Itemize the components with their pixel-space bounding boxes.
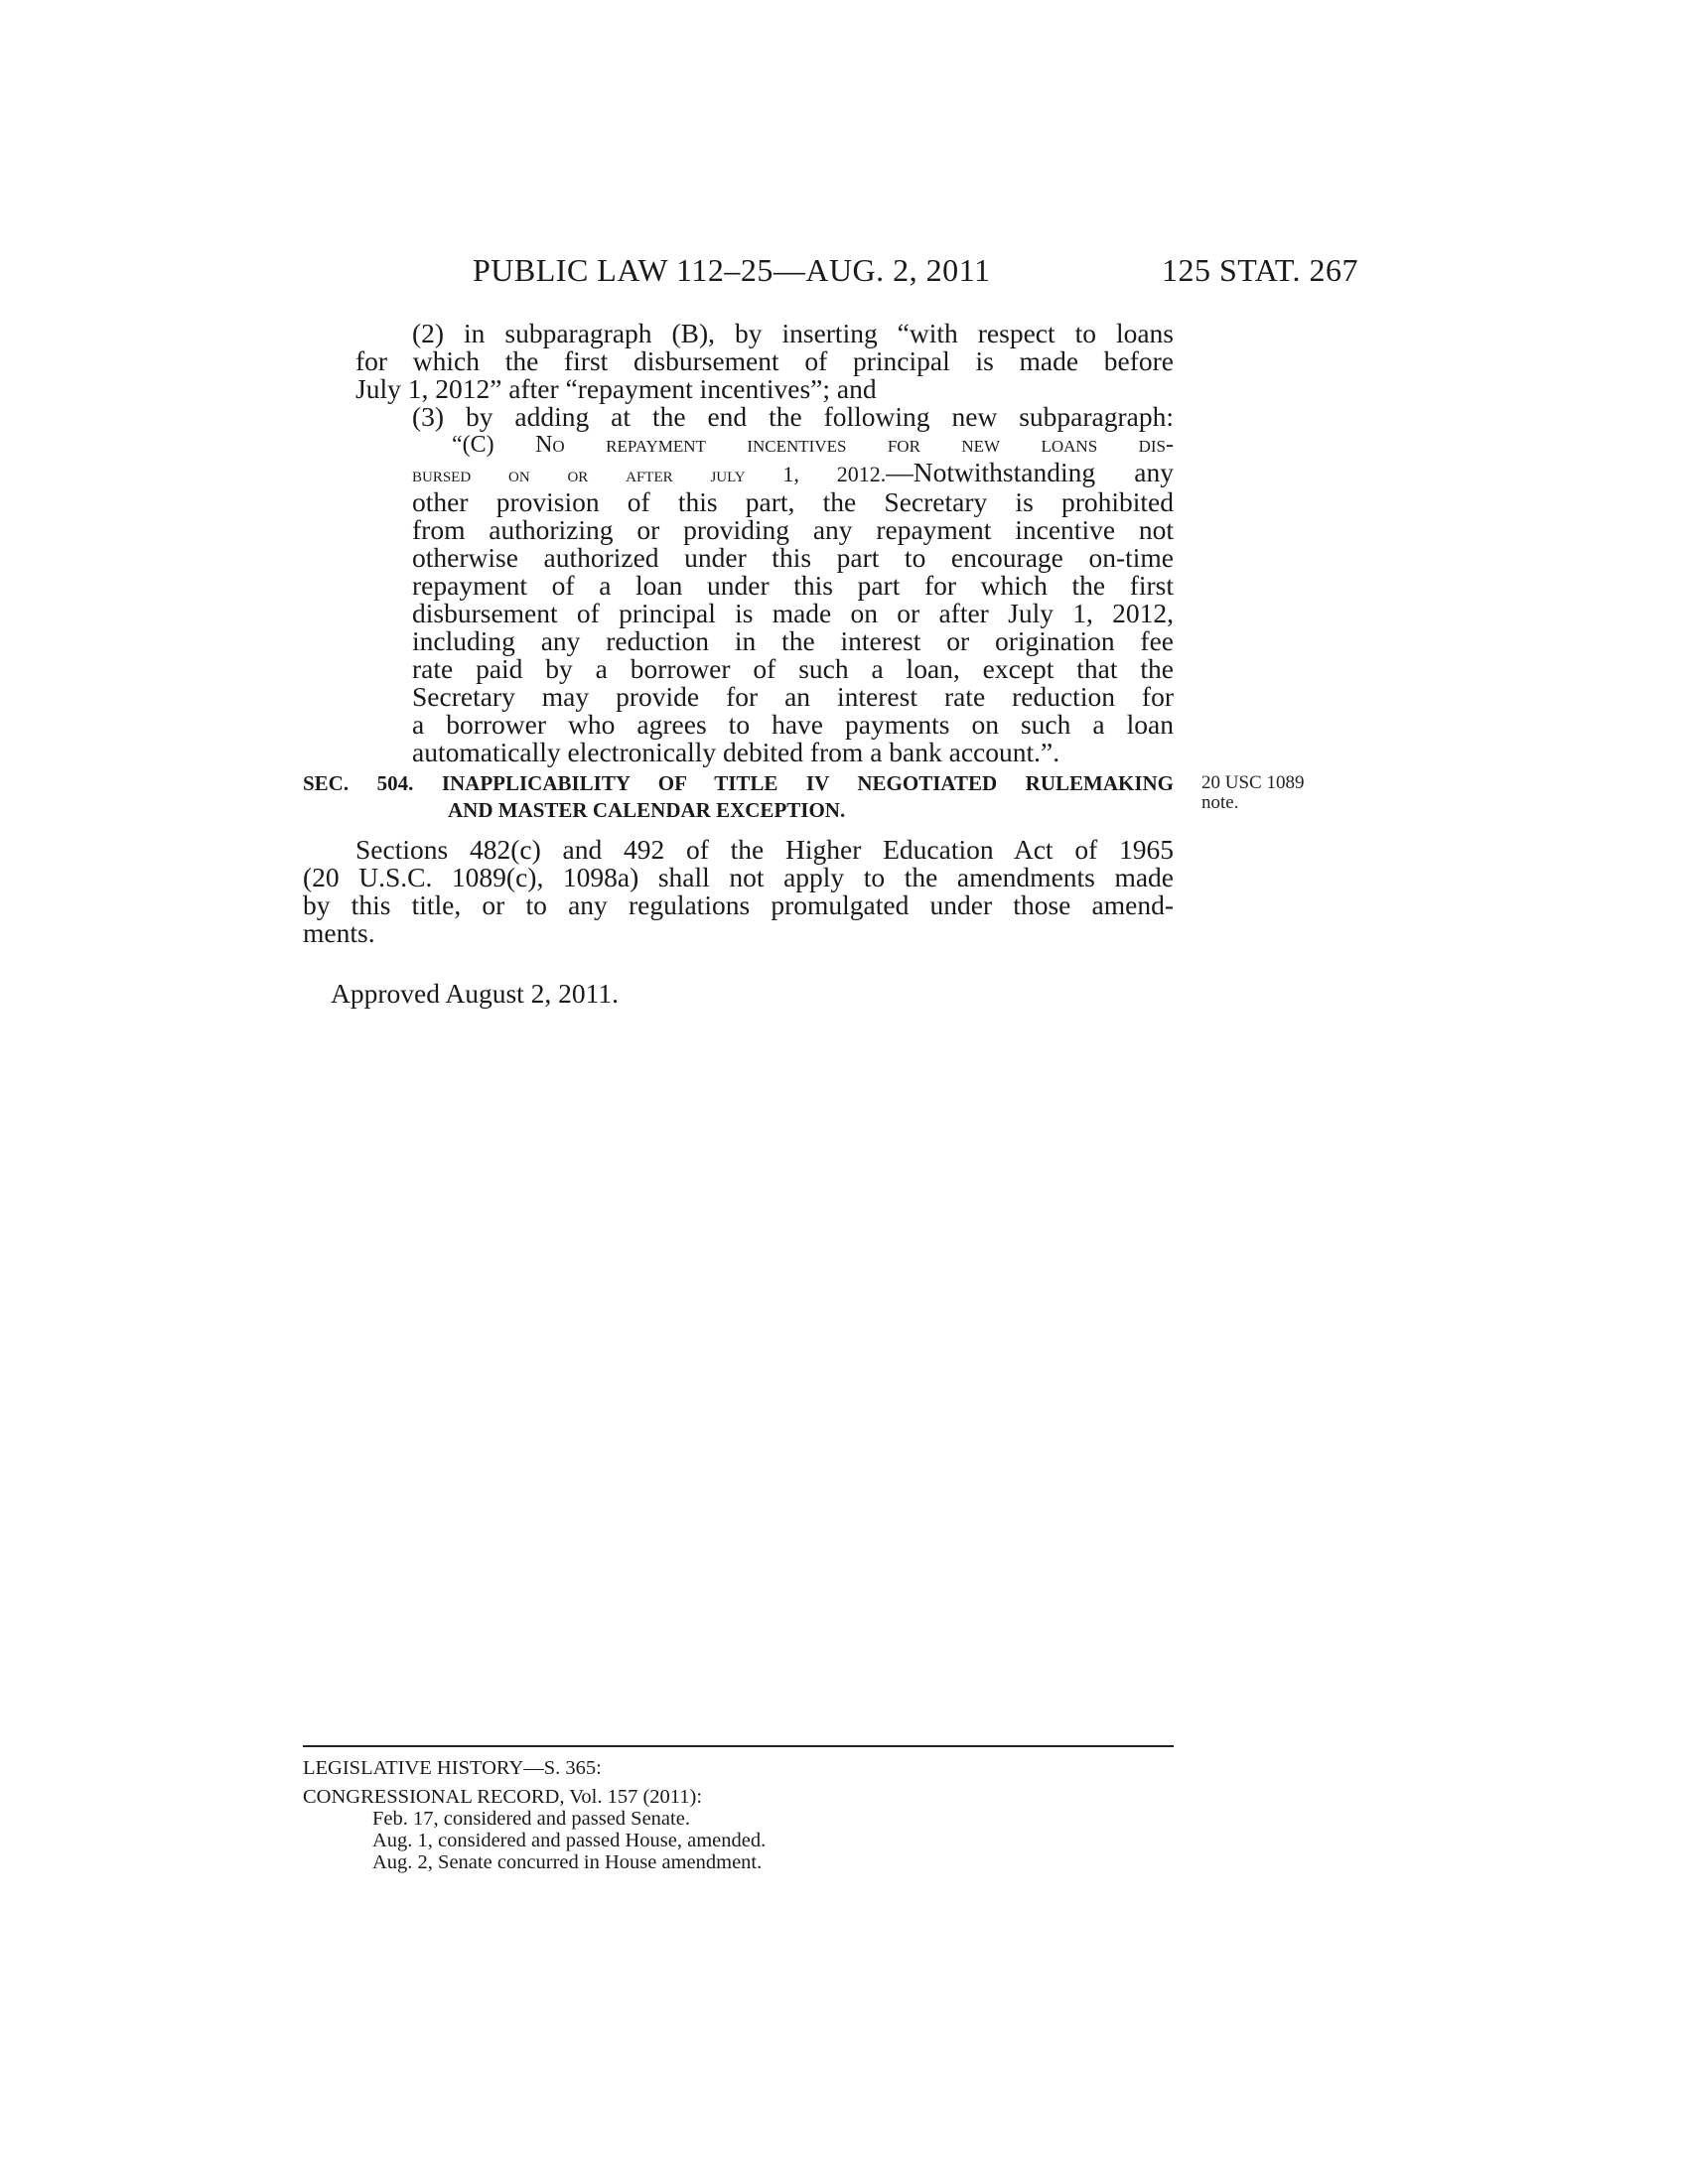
running-header-page-ref: 125 STAT. 267 <box>1162 252 1359 288</box>
sec504-line: by this title, or to any regulations promulgated under those amend- <box>303 889 1174 920</box>
para2-line: for which the first disbursement of principal is made before <box>355 345 1174 376</box>
sec504-line: ments. <box>303 917 375 948</box>
section-504-heading-cont: AND MASTER CALENDAR EXCEPTION. <box>448 798 846 822</box>
margin-note-line: 20 USC 1089 <box>1201 772 1305 793</box>
history-entry: Aug. 2, Senate concurred in House amendment. <box>372 1851 763 1873</box>
subc-line: repayment of a loan under this part for which the first <box>412 570 1174 601</box>
legislative-history <box>303 1757 766 1873</box>
subc-line: rate paid by a borrower of such a loan, except that the <box>412 653 1174 684</box>
amendment-block <box>355 320 1174 431</box>
subc-line: disbursement of principal is made on or after July 1, 2012, <box>412 598 1174 628</box>
approved-date: Approved August 2, 2011. <box>331 978 620 1009</box>
sec504-line: (20 U.S.C. 1089(c), 1098a) shall not apply to the amendments made <box>303 862 1174 892</box>
section-504-heading: SEC. 504. INAPPLICABILITY OF TITLE IV NEGOTIATED RULEMAKING <box>303 771 1174 795</box>
subc-heading-rest: —Notwithstanding any <box>886 457 1174 487</box>
para3-line: (3) by adding at the end the following new subparagraph: <box>412 401 1174 432</box>
subc-heading-line-2 <box>412 459 1174 488</box>
subc-line: Secretary may provide for an interest rate reduction for <box>412 681 1174 712</box>
subc-line: otherwise authorized under this part to encourage on-time <box>412 542 1174 573</box>
footnote-rule <box>303 1745 1174 1747</box>
subc-heading-smallcaps: bursed on or after july 1, 2012. <box>412 462 887 486</box>
para2-line: (2) in subparagraph (B), by inserting “with respect to loans <box>412 318 1174 348</box>
congressional-record-label: CONGRESSIONAL RECORD, Vol. 157 (2011): <box>303 1786 703 1808</box>
section-504-body <box>303 836 1174 947</box>
subc-line: other provision of this part, the Secretary is prohibited <box>412 486 1174 517</box>
subc-line: including any reduction in the interest or origination fee <box>412 625 1174 656</box>
subc-heading-line: “(C) No repayment incentives for new loans dis- <box>452 432 1174 458</box>
subc-line: a borrower who agrees to have payments on such a loan <box>412 709 1174 740</box>
subc-line: automatically electronically debited from a bank account.”. <box>412 737 1060 767</box>
para2-line: July 1, 2012” after “repayment incentives”; and <box>355 373 877 404</box>
legislative-history-heading: LEGISLATIVE HISTORY—S. 365: <box>303 1757 602 1779</box>
sec504-line: Sections 482(c) and 492 of the Higher Education Act of 1965 <box>355 834 1174 865</box>
subparagraph-c <box>412 431 1174 766</box>
running-header-title: PUBLIC LAW 112–25—AUG. 2, 2011 <box>473 252 991 288</box>
history-entry: Aug. 1, considered and passed House, amended. <box>372 1830 767 1851</box>
subc-line: from authorizing or providing any repayment incentive not <box>412 514 1174 545</box>
history-entry: Feb. 17, considered and passed Senate. <box>372 1808 690 1830</box>
margin-note-line: note. <box>1201 792 1239 813</box>
margin-note-usc <box>1201 773 1304 813</box>
